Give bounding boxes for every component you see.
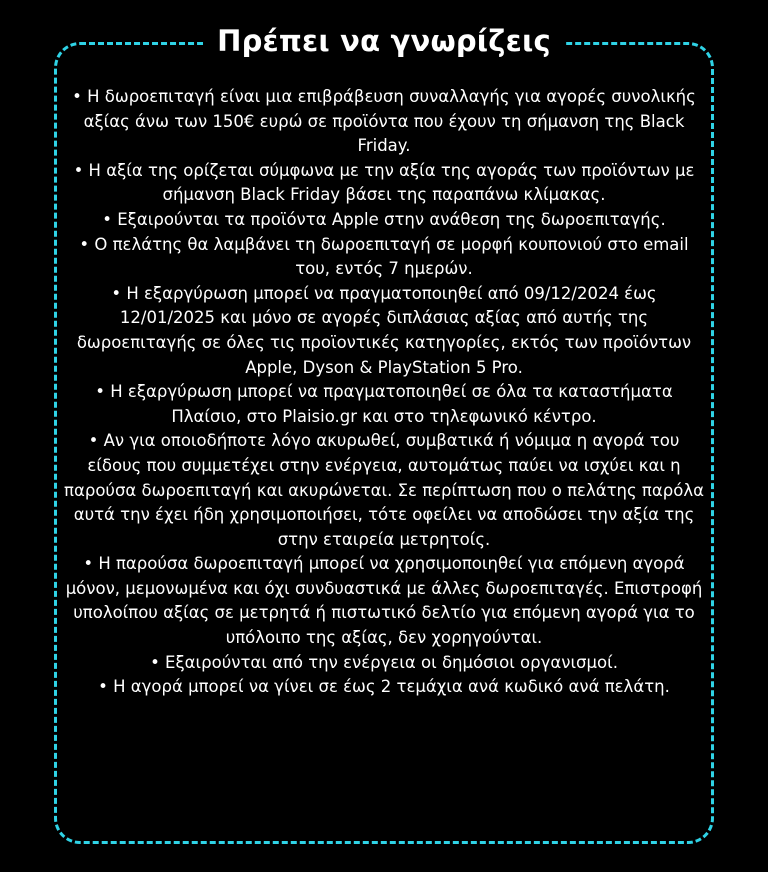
terms-item-email-delivery: • Ο πελάτης θα λαμβάνει τη δωροεπιταγή σε μορφή κουπονιού στο email του, εντός 7 ημερών.	[79, 234, 689, 279]
terms-list	[64, 85, 704, 700]
terms-item-voucher-value: • Η αξία της ορίζεται σύμφωνα με την αξία της αγοράς των προϊόντων με σήμανση Black Friday βάσει της παραπάνω κλίμακας.	[73, 160, 695, 205]
page-title: Πρέπει να γνωρίζεις	[203, 18, 565, 64]
title-container	[0, 18, 768, 64]
terms-item-quantity-limit: • Η αγορά μπορεί να γίνει σε έως 2 τεμάχια ανά κωδικό ανά πελάτη.	[98, 677, 670, 697]
terms-item-apple-exclusion: • Εξαιρούνται τα προϊόντα Apple στην ανάθεση της δωροεπιταγής.	[102, 209, 666, 229]
terms-item-public-bodies-exclusion: • Εξαιρούνται από την ενέργεια οι δημόσιοι οργανισμοί.	[150, 652, 618, 672]
terms-item-redemption-channels: • Η εξαργύρωση μπορεί να πραγματοποιηθεί σε όλα τα καταστήματα Πλαίσιο, στο Plaisio.gr και στο τηλεφωνικό κέντρο.	[95, 382, 673, 426]
terms-item-redemption-period: • Η εξαργύρωση μπορεί να πραγματοποιηθεί από 09/12/2024 έως 12/01/2025 και μόνο σε αγορές διπλάσιας αξίας από αυτής της δωροεπιταγής σε όλες τις προϊοντικές κατηγορίες, εκτός των προϊόντων Apple, Dyson & PlayStation 5 Pro.	[76, 283, 692, 377]
terms-item-usage-restrictions: • Η παρούσα δωροεπιταγή μπορεί να χρησιμοποιηθεί για επόμενη αγορά μόνον, μεμονωμένα και όχι συνδυαστικά με άλλες δωροεπιταγές. Επιστροφή υπολοίπου αξίας σε μετρητά ή πιστωτικό δελτίο για επόμενη αγορά για το υπόλοιπο της αξίας, δεν χορηγούνται.	[65, 554, 703, 648]
terms-item-cancellation: • Αν για οποιοδήποτε λόγο ακυρωθεί, συμβατικά ή νόμιμα η αγορά του είδους που συμμετέχει στην ενέργεια, αυτομάτως παύει να ισχύει και η παρούσα δωροεπιταγή και ακυρώνεται. Σε περίπτωση που ο πελάτης παρόλα αυτά την έχει ήδη χρησιμοποιήσει, τότε οφείλει να αποδώσει την αξία της στην εταιρεία μετρητοίς.	[64, 431, 704, 549]
terms-item-voucher-definition: • Η δωροεπιταγή είναι μια επιβράβευση συναλλαγής για αγορές συνολικής αξίας άνω των 150€ ευρώ σε προϊόντα που έχουν τη σήμανση της Black Friday.	[72, 87, 696, 156]
